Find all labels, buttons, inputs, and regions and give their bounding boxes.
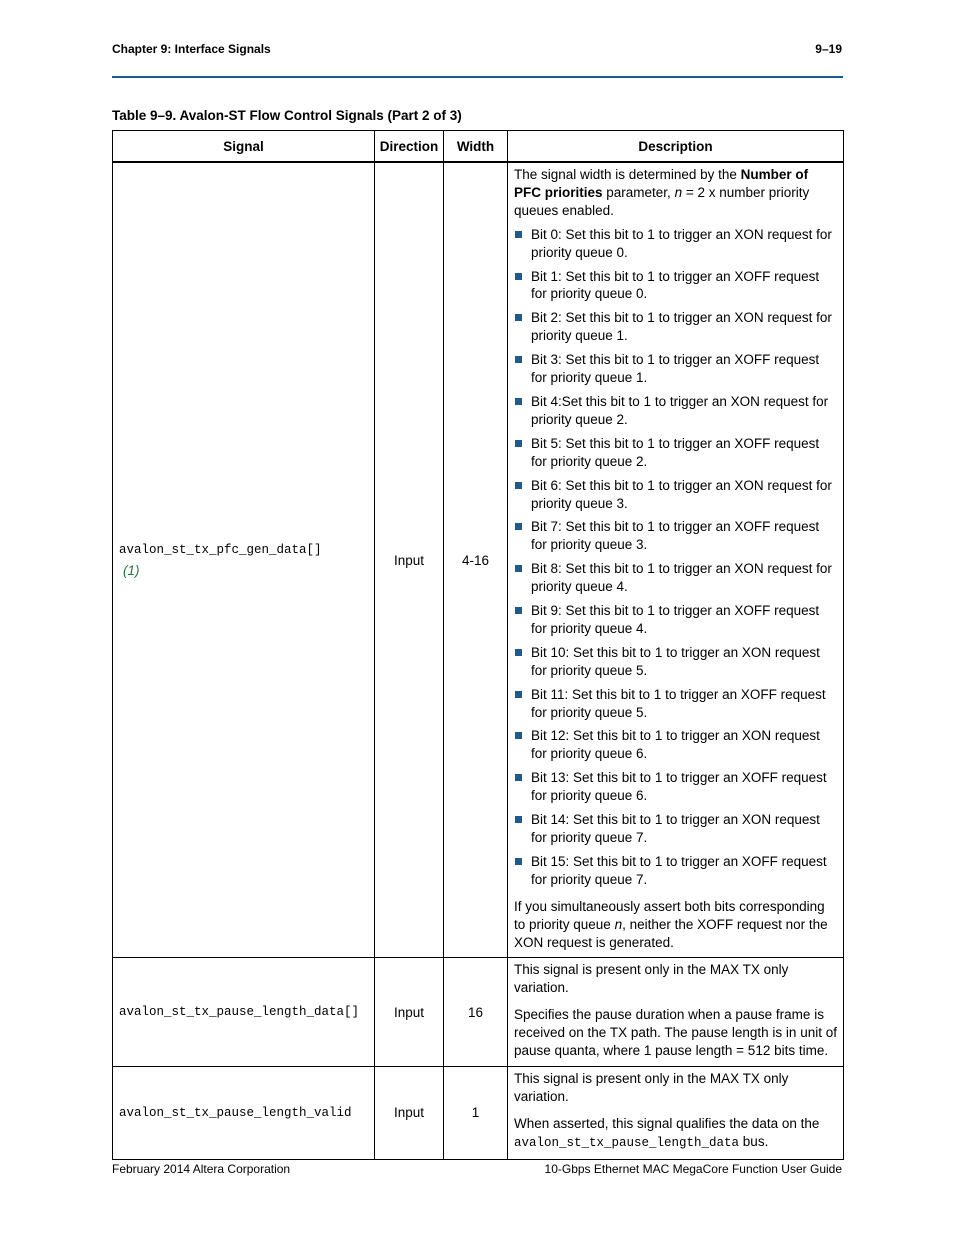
bit-text: Bit 10: Set this bit to 1 to trigger an XON request for priority queue 5.: [531, 644, 820, 678]
signal-cell: [113, 958, 375, 1067]
table-caption: Table 9–9. Avalon-ST Flow Control Signals (Part 2 of 3): [112, 108, 462, 123]
list-item: [514, 686, 837, 722]
list-item: [514, 769, 837, 805]
outro-text: , neither the XOFF request nor the XON request is generated.: [514, 916, 828, 950]
parameter-name: Number of PFC priorities: [514, 167, 809, 200]
description-paragraph: [514, 1112, 837, 1153]
list-item: [514, 602, 837, 638]
square-bullet-icon: [515, 565, 522, 572]
bit-text: Bit 5: Set this bit to 1 to trigger an XOFF request for priority queue 2.: [531, 435, 820, 469]
table-header-row: [113, 131, 844, 163]
list-item: [514, 435, 837, 471]
square-bullet-icon: [515, 732, 522, 739]
square-bullet-icon: [515, 231, 522, 238]
width-cell: 16: [444, 958, 508, 1067]
bit-text: Bit 9: Set this bit to 1 to trigger an XOFF request for priority queue 4.: [531, 603, 820, 636]
signal-name: avalon_st_tx_pfc_gen_data[]: [119, 542, 322, 557]
bit-text: Bit 12: Set this bit to 1 to trigger an XON request for priority queue 6.: [531, 728, 820, 762]
intro-text: The signal width is determined by the: [514, 167, 741, 182]
square-bullet-icon: [515, 356, 522, 363]
bit-text: Bit 0: Set this bit to 1 to trigger an XON request for priority queue 0.: [531, 226, 832, 260]
chapter-title: Chapter 9: Interface Signals: [112, 42, 271, 56]
bit-text: Bit 4:Set this bit to 1 to trigger an XON request for priority queue 2.: [531, 393, 829, 427]
signals-table: [112, 130, 844, 1160]
paragraph-text: When asserted, this signal qualifies the data on the: [514, 1115, 820, 1131]
bit-text: Bit 6: Set this bit to 1 to trigger an XON request for priority queue 3.: [531, 477, 832, 511]
list-item: [514, 393, 837, 429]
width-cell: 4-16: [444, 162, 508, 958]
page-number: 9–19: [815, 42, 842, 56]
col-header-width: Width: [444, 131, 508, 163]
signal-cell: [113, 162, 375, 958]
bit-text: Bit 2: Set this bit to 1 to trigger an XON request for priority queue 1.: [531, 310, 832, 344]
header-rule: [112, 76, 843, 78]
col-header-signal: Signal: [113, 131, 375, 163]
list-item: [514, 309, 837, 345]
description-outro: [514, 895, 837, 952]
square-bullet-icon: [515, 691, 522, 698]
square-bullet-icon: [515, 440, 522, 447]
direction-cell: Input: [375, 162, 444, 958]
bit-text: Bit 7: Set this bit to 1 to trigger an XOFF request for priority queue 3.: [531, 519, 820, 553]
signal-reference: avalon_st_tx_pause_length_data: [514, 1135, 740, 1150]
bit-text: Bit 1: Set this bit to 1 to trigger an XOFF request for priority queue 0.: [531, 268, 820, 302]
signal-cell: [113, 1066, 375, 1159]
description-cell: [508, 162, 844, 958]
signal-name: avalon_st_tx_pause_length_valid: [119, 1105, 352, 1120]
list-item: [514, 853, 837, 889]
direction-cell: Input: [375, 958, 444, 1067]
description-cell: [508, 1066, 844, 1159]
footnote-link[interactable]: (1): [123, 562, 140, 578]
description-paragraph: This signal is present only in the MAX TX only variation.: [514, 962, 789, 996]
list-item: [514, 644, 837, 680]
width-cell: 1: [444, 1066, 508, 1159]
description-paragraph: Specifies the pause duration when a pause frame is received on the TX path. The pause length is in unit of pause quanta, where 1 pause length = 512 bits time.: [514, 1007, 837, 1059]
footer-guide-title: 10-Gbps Ethernet MAC MegaCore Function User Guide: [544, 1162, 842, 1176]
variable-n: n: [674, 184, 683, 200]
intro-text: parameter,: [602, 184, 675, 200]
square-bullet-icon: [515, 607, 522, 614]
table-row: [113, 958, 844, 1067]
square-bullet-icon: [515, 523, 522, 530]
outro-text: If you simultaneously assert both bits corresponding to priority queue: [514, 898, 825, 932]
square-bullet-icon: [515, 273, 522, 280]
paragraph-text: bus.: [739, 1133, 769, 1149]
col-header-description: Description: [508, 131, 844, 163]
list-item: [514, 477, 837, 513]
bit-text: Bit 11: Set this bit to 1 to trigger an XOFF request for priority queue 5.: [531, 686, 826, 720]
bit-text: Bit 3: Set this bit to 1 to trigger an XOFF request for priority queue 1.: [531, 352, 820, 386]
table-row: [113, 162, 844, 958]
square-bullet-icon: [515, 649, 522, 656]
square-bullet-icon: [515, 774, 522, 781]
list-item: [514, 518, 837, 554]
square-bullet-icon: [515, 314, 522, 321]
square-bullet-icon: [515, 482, 522, 489]
square-bullet-icon: [515, 398, 522, 405]
list-item: [514, 226, 837, 262]
square-bullet-icon: [515, 816, 522, 823]
list-item: [514, 560, 837, 596]
col-header-direction: Direction: [375, 131, 444, 163]
footer-date-company: February 2014 Altera Corporation: [112, 1162, 291, 1176]
square-bullet-icon: [515, 858, 522, 865]
variable-n: n: [614, 916, 623, 932]
bit-text: Bit 14: Set this bit to 1 to trigger an XON request for priority queue 7.: [531, 812, 820, 845]
direction-cell: Input: [375, 1066, 444, 1159]
list-item: [514, 811, 837, 847]
bit-text: Bit 15: Set this bit to 1 to trigger an XOFF request for priority queue 7.: [531, 853, 827, 887]
description-paragraph: This signal is present only in the MAX TX only variation.: [514, 1070, 789, 1104]
description-intro: [514, 163, 837, 220]
signal-name: avalon_st_tx_pause_length_data[]: [119, 1005, 360, 1020]
description-cell: [508, 958, 844, 1067]
bit-list: [514, 226, 837, 889]
list-item: [514, 351, 837, 387]
list-item: [514, 268, 837, 304]
list-item: [514, 727, 837, 763]
bit-text: Bit 8: Set this bit to 1 to trigger an XON request for priority queue 4.: [531, 561, 832, 595]
table-row: [113, 1066, 844, 1159]
intro-text: = 2 x number priority queues enabled.: [514, 184, 810, 218]
bit-text: Bit 13: Set this bit to 1 to trigger an XOFF request for priority queue 6.: [531, 770, 827, 804]
